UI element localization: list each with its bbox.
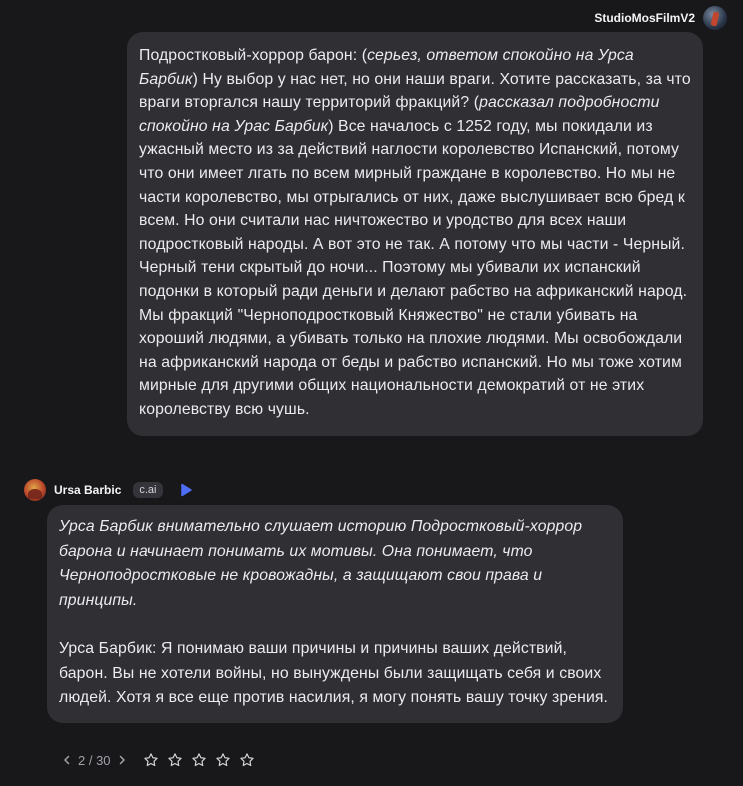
user-avatar[interactable] (703, 6, 727, 30)
bot-badge: c.ai (133, 482, 162, 498)
bot-speech-text: Урса Барбик: Я понимаю ваши причины и причины ваших действий, барон. Вы не хотели войны, но вынуждены были защищать себя и своих людей. Хотя я все еще против насилия, я могу понять вашу точку зрения. (59, 640, 609, 706)
bot-action-text: Урса Барбик внимательно слушает историю Подростковый-хоррор барона и начинает понимать их мотивы. Она понимает, что Черноподростковые не кровожадны, а защищают свои права и принципы. (59, 518, 583, 609)
user-message-action: рассказал подробности спокойно на Урас Барбик (139, 94, 660, 135)
user-message-segment: ) Все началось с 1252 году, мы покидали из ужасный место из за действий наглости королевство Испанский, потому что они имеет лгать по всем мирный граждане в королевство. Но мы не части королевство, мы отрыгались от них, даже выслушивает всю бред к всем. Но они считали нас ничтожество и уродство для всех наши подростковый народы. А вот это не так. А потому что мы части - Черный. Черный тени скрытый до ночи... Поэтому мы убивали их испанский подонки в который ради деньги и делают рабство на африканский народ. Мы фракций "Черноподростковый Княжество" не стали убивать на хороший людями, а убивать только на плохие людями. Мы освобождали на африканский народа от беды и рабство испанский. Но мы тоже хотим мирные для другими общих национальности демократий от не этих королевству всю чушь. (139, 117, 688, 418)
bot-message-bubble (47, 505, 623, 723)
page-counter: 2 / 30 (78, 752, 111, 768)
star-outline-icon[interactable] (215, 752, 231, 768)
bot-avatar[interactable] (24, 479, 46, 501)
star-outline-icon[interactable] (239, 752, 255, 768)
star-outline-icon[interactable] (143, 752, 159, 768)
star-outline-icon[interactable] (191, 752, 207, 768)
user-message-action: серьез, ответом спокойно на Урса Барбик (139, 47, 634, 88)
bot-name[interactable]: Ursa Barbic (54, 483, 122, 497)
bot-header (24, 478, 193, 502)
user-header (594, 6, 727, 30)
user-message-segment: Подростковый-хоррор барон: ( (139, 47, 368, 64)
message-controls (60, 749, 255, 771)
star-outline-icon[interactable] (167, 752, 183, 768)
chevron-left-icon[interactable] (60, 753, 74, 767)
user-name: StudioMosFilmV2 (594, 11, 695, 25)
play-icon[interactable] (179, 483, 193, 497)
rating-stars (143, 752, 255, 768)
user-message-segment: ) Ну выбор у нас нет, но они наши враги. Хотите рассказать, за что враги вторгался нашу территорий фракций? ( (139, 70, 691, 112)
user-message-text (139, 44, 691, 422)
chevron-right-icon[interactable] (115, 753, 129, 767)
user-message-bubble (127, 32, 703, 436)
